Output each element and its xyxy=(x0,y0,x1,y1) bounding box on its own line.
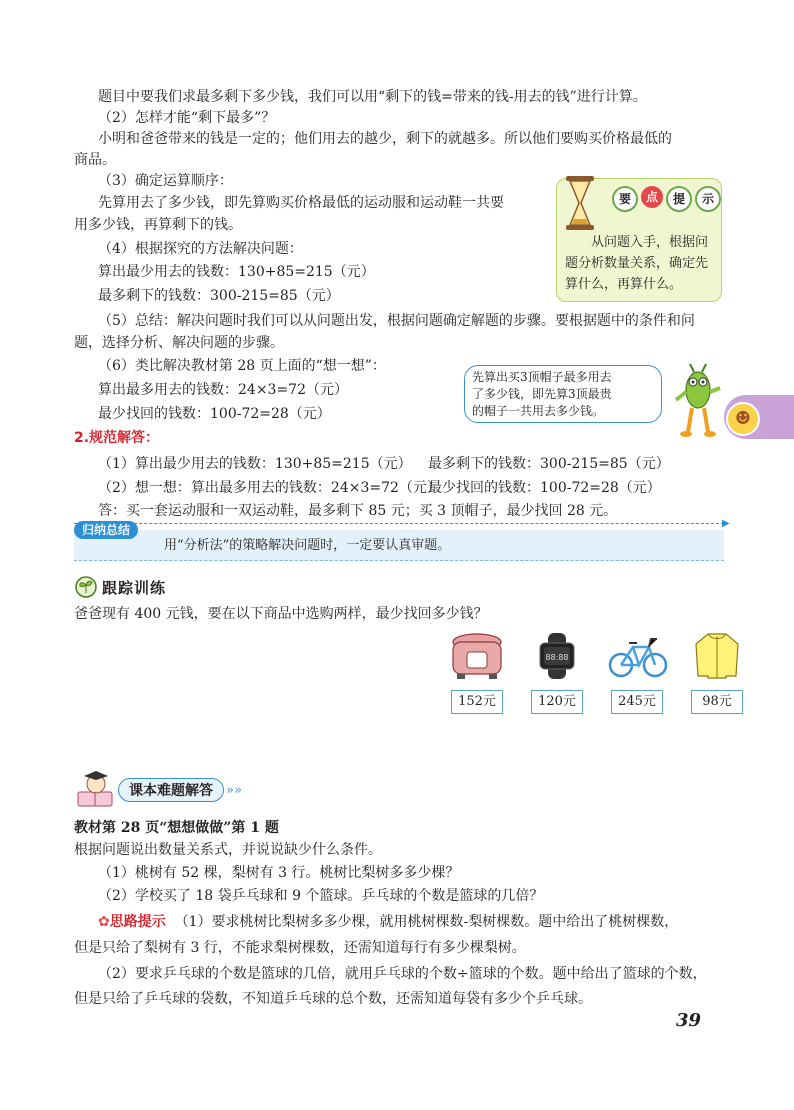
hard-problems-heading-text: 课本难题解答 xyxy=(118,778,224,802)
body-line-7: 用多少钱，再算剩下的钱。 xyxy=(74,217,242,233)
body-line-2: （2）怎样才能“剩下最多”？ xyxy=(98,110,276,126)
answer-2-left: （2）想一想：算出最多用去的钱数：24×3=72（元） xyxy=(98,480,441,496)
answer-1-right: 最多剩下的钱数：300-215=85（元） xyxy=(428,456,670,472)
price-label: 152元 xyxy=(451,690,503,714)
reading-student-icon xyxy=(74,770,118,810)
hard-problems-heading xyxy=(74,770,242,810)
body-line-14: 算出最多用去的钱数：24×3=72（元） xyxy=(98,382,348,398)
hint-2b: 但是只给了乒乓球的袋数，不知道乒乓球的总个数，还需知道每袋有多少个乒乓球。 xyxy=(74,991,592,1007)
bubble-line-3: 的帽子一共用去多少钱。 xyxy=(472,404,605,418)
key-point-text: 从问题入手，根据问题分析数量关系，确定先算什么，再算什么。 xyxy=(565,235,709,292)
body-line-12: 题，选择分析、解决问题的步骤。 xyxy=(74,335,284,351)
body-line-5: （3）确定运算顺序： xyxy=(98,173,233,189)
hint-1a: （1）要求桃树比梨树多多少棵，就用桃树棵数-梨树棵数。题中给出了桃树棵数， xyxy=(174,914,679,930)
product-list xyxy=(447,630,747,714)
body-line-3: 小明和爸爸带来的钱是一定的；他们用去的越少，剩下的就越多。所以他们要购买价格最低的 xyxy=(98,131,672,147)
product-rice-cooker xyxy=(447,630,507,714)
body-line-8: （4）根据探究的方法解决问题： xyxy=(98,241,303,257)
practice-heading xyxy=(74,575,166,599)
hard-problem-question: 根据问题说出数量关系式，并说说缺少什么条件。 xyxy=(74,842,382,858)
bubble-line-2: 了多少钱，即先算3顶最贵 xyxy=(472,387,612,401)
key-point-char-1: 要 xyxy=(612,186,638,212)
hint-line-1 xyxy=(98,912,678,932)
practice-question: 爸爸现有 400 元钱，要在以下商品中选购两样，最少找回多少钱？ xyxy=(74,606,488,622)
hard-problem-q2: （2）学校买了 18 袋乒乓球和 9 个篮球。乒乓球的个数是篮球的几倍？ xyxy=(98,888,544,904)
key-point-char-2: 点 xyxy=(641,186,663,208)
summary-text: 用“分析法”的策略解决问题时，一定要认真审题。 xyxy=(164,538,451,553)
speech-bubble-text xyxy=(472,369,612,420)
body-line-15: 最少找回的钱数：100-72=28（元） xyxy=(98,406,331,422)
product-watch xyxy=(527,630,587,714)
hourglass-icon xyxy=(560,174,600,232)
jacket-icon xyxy=(692,630,742,682)
answer-3: 答：买一套运动服和一双运动鞋，最多剩下 85 元；买 3 顶帽子，最少找回 28 元。 xyxy=(98,503,618,519)
hard-problem-title: 教材第 28 页“想想做做”第 1 题 xyxy=(74,820,279,836)
cat-face-icon: ☻ xyxy=(726,402,760,436)
hint-2a: （2）要求乒乓球的个数是篮球的几倍，就用乒乓球的个数÷篮球的个数。题中给出了篮球的个数， xyxy=(98,966,707,982)
body-line-1: 题目中要我们求最多剩下多少钱，我们可以用“剩下的钱=带来的钱-用去的钱”进行计算。 xyxy=(98,89,647,105)
page-number: 39 xyxy=(676,1010,702,1031)
answer-2-right: 最少找回的钱数：100-72=28（元） xyxy=(428,480,661,496)
key-point-char-3: 提 xyxy=(666,186,692,212)
answer-1-left: （1）算出最少用去的钱数：130+85=215（元） xyxy=(98,456,412,472)
price-label: 245元 xyxy=(611,690,663,714)
price-label: 98元 xyxy=(691,690,743,714)
key-point-title xyxy=(612,186,721,212)
price-label: 120元 xyxy=(531,690,583,714)
double-chevron-icon: »» xyxy=(226,782,242,798)
arrow-right-icon: ▶ xyxy=(722,518,730,529)
product-jacket xyxy=(687,630,747,714)
hard-problem-q1: （1）桃树有 52 棵，梨树有 3 行。桃树比梨树多多少棵？ xyxy=(98,865,460,881)
hint-label: 思路提示 xyxy=(109,914,166,930)
mascot-character-icon xyxy=(672,360,726,440)
practice-heading-text: 跟踪训练 xyxy=(102,578,167,597)
seedling-icon xyxy=(74,575,98,599)
body-line-13: （6）类比解决教材第 28 页上面的“想一想”： xyxy=(98,358,386,374)
key-point-char-4: 示 xyxy=(695,186,721,212)
summary-tag: 归纳总结 xyxy=(74,521,138,539)
product-bicycle xyxy=(607,630,667,714)
bicycle-icon xyxy=(607,633,667,679)
body-line-4: 商品。 xyxy=(74,152,116,168)
body-line-6: 先算用去了多少钱，即先算购买价格最低的运动服和运动鞋一共要 xyxy=(98,195,504,211)
body-line-11: （5）总结：解决问题时我们可以从问题出发，根据问题确定解题的步骤。要根据题中的条件和问 xyxy=(98,313,695,329)
body-line-10: 最多剩下的钱数：300-215=85（元） xyxy=(98,288,340,304)
hint-1b: 但是只给了梨树有 3 行，不能求梨树棵数，还需知道每行有多少棵梨树。 xyxy=(74,940,526,956)
rice-cooker-icon xyxy=(449,630,505,682)
flower-icon: ✿ xyxy=(98,914,110,930)
watch-icon xyxy=(532,631,582,681)
summary-divider xyxy=(74,523,724,524)
answer-heading: 2.规范解答： xyxy=(74,430,160,446)
svg-text:88:88: 88:88 xyxy=(545,653,569,662)
bubble-line-1: 先算出买3顶帽子最多用去 xyxy=(472,370,612,384)
body-line-9: 算出最少用去的钱数：130+85=215（元） xyxy=(98,264,375,280)
